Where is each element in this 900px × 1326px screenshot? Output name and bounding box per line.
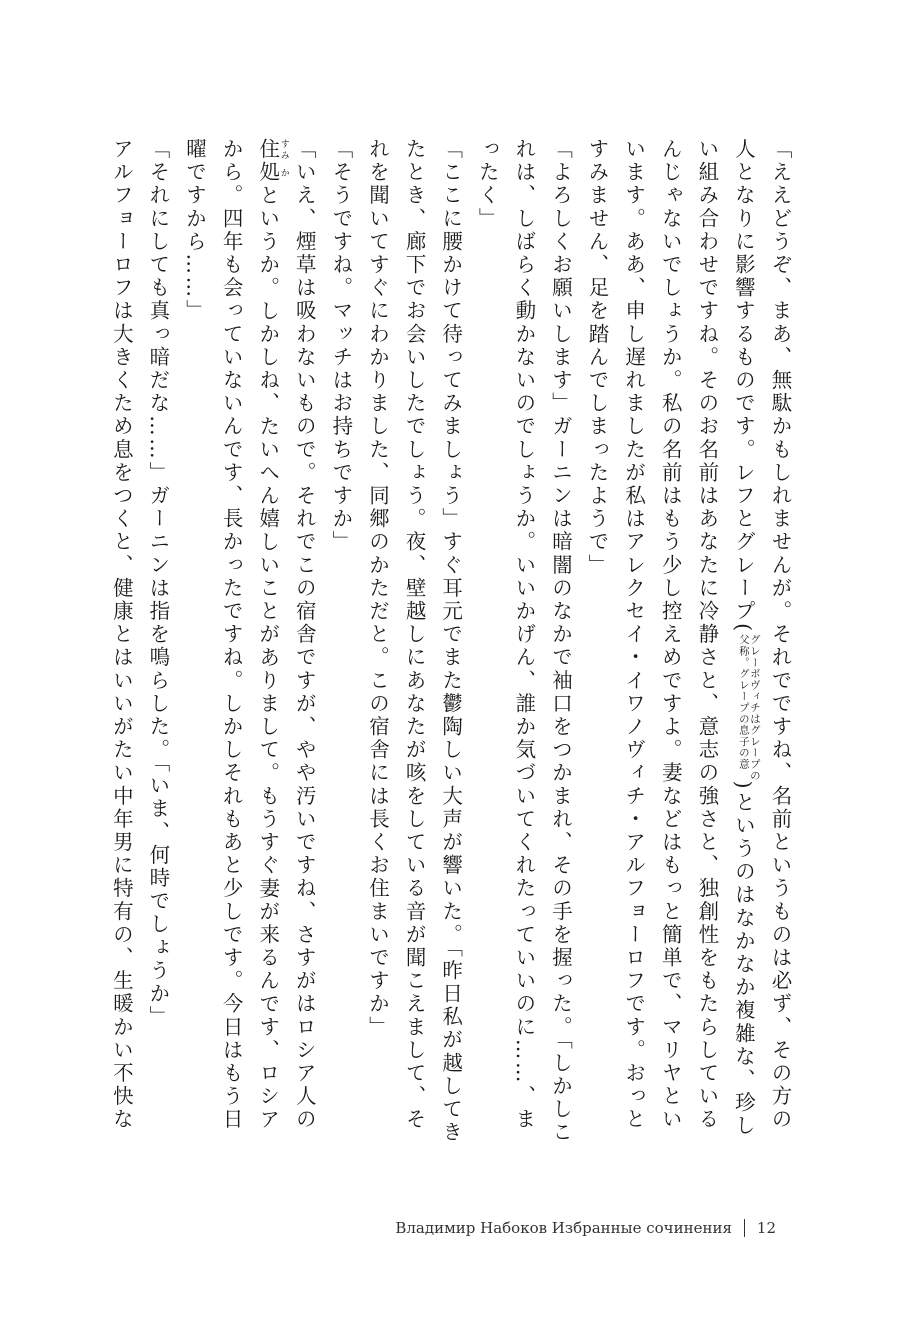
paragraph: 「ここに腰かけて待ってみましょう」すぐ耳元でまた鬱陶しい大声が響いた。「昨日私が越してきたとき、廊下でお会いしたでしょう。夜、壁越しにあなたが咳をしている音が聞こえまして、それを聞いてすぐにわかりました、同郷のかただと。この宿舎には長くお住まいですか」 bbox=[365, 138, 463, 1145]
paragraph: 「それにしても真っ暗だな……」ガーニンは指を鳴らした。「いま、何時でしょうか」 bbox=[145, 138, 170, 1029]
paragraph: 「そうですね。マッチはお持ちですか」 bbox=[328, 138, 353, 554]
body-text bbox=[98, 138, 798, 1150]
paragraph: 「ええどうぞ、まあ、無駄かもしれませんが。それでですね、名前というものは必ず、その方の人となりに影響するものです。レフとグレープ( グレーボヴィチはグレープの 父称。グレープの息子の意 )というのはなかなか複雑な、珍しい組み合わせですね。そのお名前はあなたに冷静さと、意志の強さと、独創性をもたらしているんじゃないでしょうか。私の名前はもう少し控えめですよ。妻などはもっと簡単で、マリヤといいます。ああ、申し遅れましたが私はアレクセイ・イワノヴィチ・アルフョーロフです。おっとすみません、足を踏んでしまったようで」 bbox=[585, 138, 792, 1138]
translator-note bbox=[738, 634, 760, 781]
footer-divider bbox=[744, 1219, 745, 1237]
paragraph: 「よろしくお願いします」ガーニンは暗闇のなかで袖口をつかまれ、その手を握った。「しかしこれは、しばらく動かないのでしょうか。いいかげん、誰か気づいてくれたっていいのに……、まったく」 bbox=[475, 138, 573, 1145]
page-number: 12 bbox=[756, 1219, 776, 1237]
page-footer bbox=[395, 1216, 776, 1240]
ruby-annotation: 処 か bbox=[255, 161, 289, 185]
book-title: Владимир Набоков Избранные сочинения bbox=[395, 1219, 732, 1237]
translator-note-line: グレーボヴィチはグレープの bbox=[748, 633, 761, 781]
text-run: 「いえ、煙草は吸わないもので。それでこの宿舎ですが、やや汚いですね、さすがはロシア人の bbox=[292, 138, 317, 1132]
ruby-annotation: 住 すみ bbox=[255, 138, 289, 162]
paragraph: アルフョーロフは大きくため息をつくと、健康とはいいがたい中年男に特有の、生暖かい不快な bbox=[109, 138, 134, 1132]
text-run: 「ええどうぞ、まあ、無駄かもしれませんが。それでですね、名前というものは必ず、その方の人となりに影響するものです。レフとグレープ bbox=[731, 138, 792, 1132]
paragraph bbox=[176, 138, 322, 1150]
text-run: というのはなかなか複雑な、珍しい組み合わせですね。そのお名前はあなたに冷静さと、意志の強さと、独創性をもたらしているんじゃないでしょうか。私の名前はもう少し控えめですよ。妻などはもっと簡単で、マリヤといいます。ああ、申し遅れましたが私はアレクセイ・イワノヴィチ・アルフョーロフです。おっとすみません、足を踏んでしまったようで」 bbox=[585, 138, 756, 1138]
text-run: というか。しかしね、たいへん嬉しいことがありまして。もうすぐ妻が来るんです、ロシアから。四年も会っていないんです、長かったですね。しかしそれもあと少しです。今日はもう日曜ですから……」 bbox=[182, 138, 280, 1132]
translator-note-line: 父称。グレープの息子の意 bbox=[737, 633, 750, 770]
